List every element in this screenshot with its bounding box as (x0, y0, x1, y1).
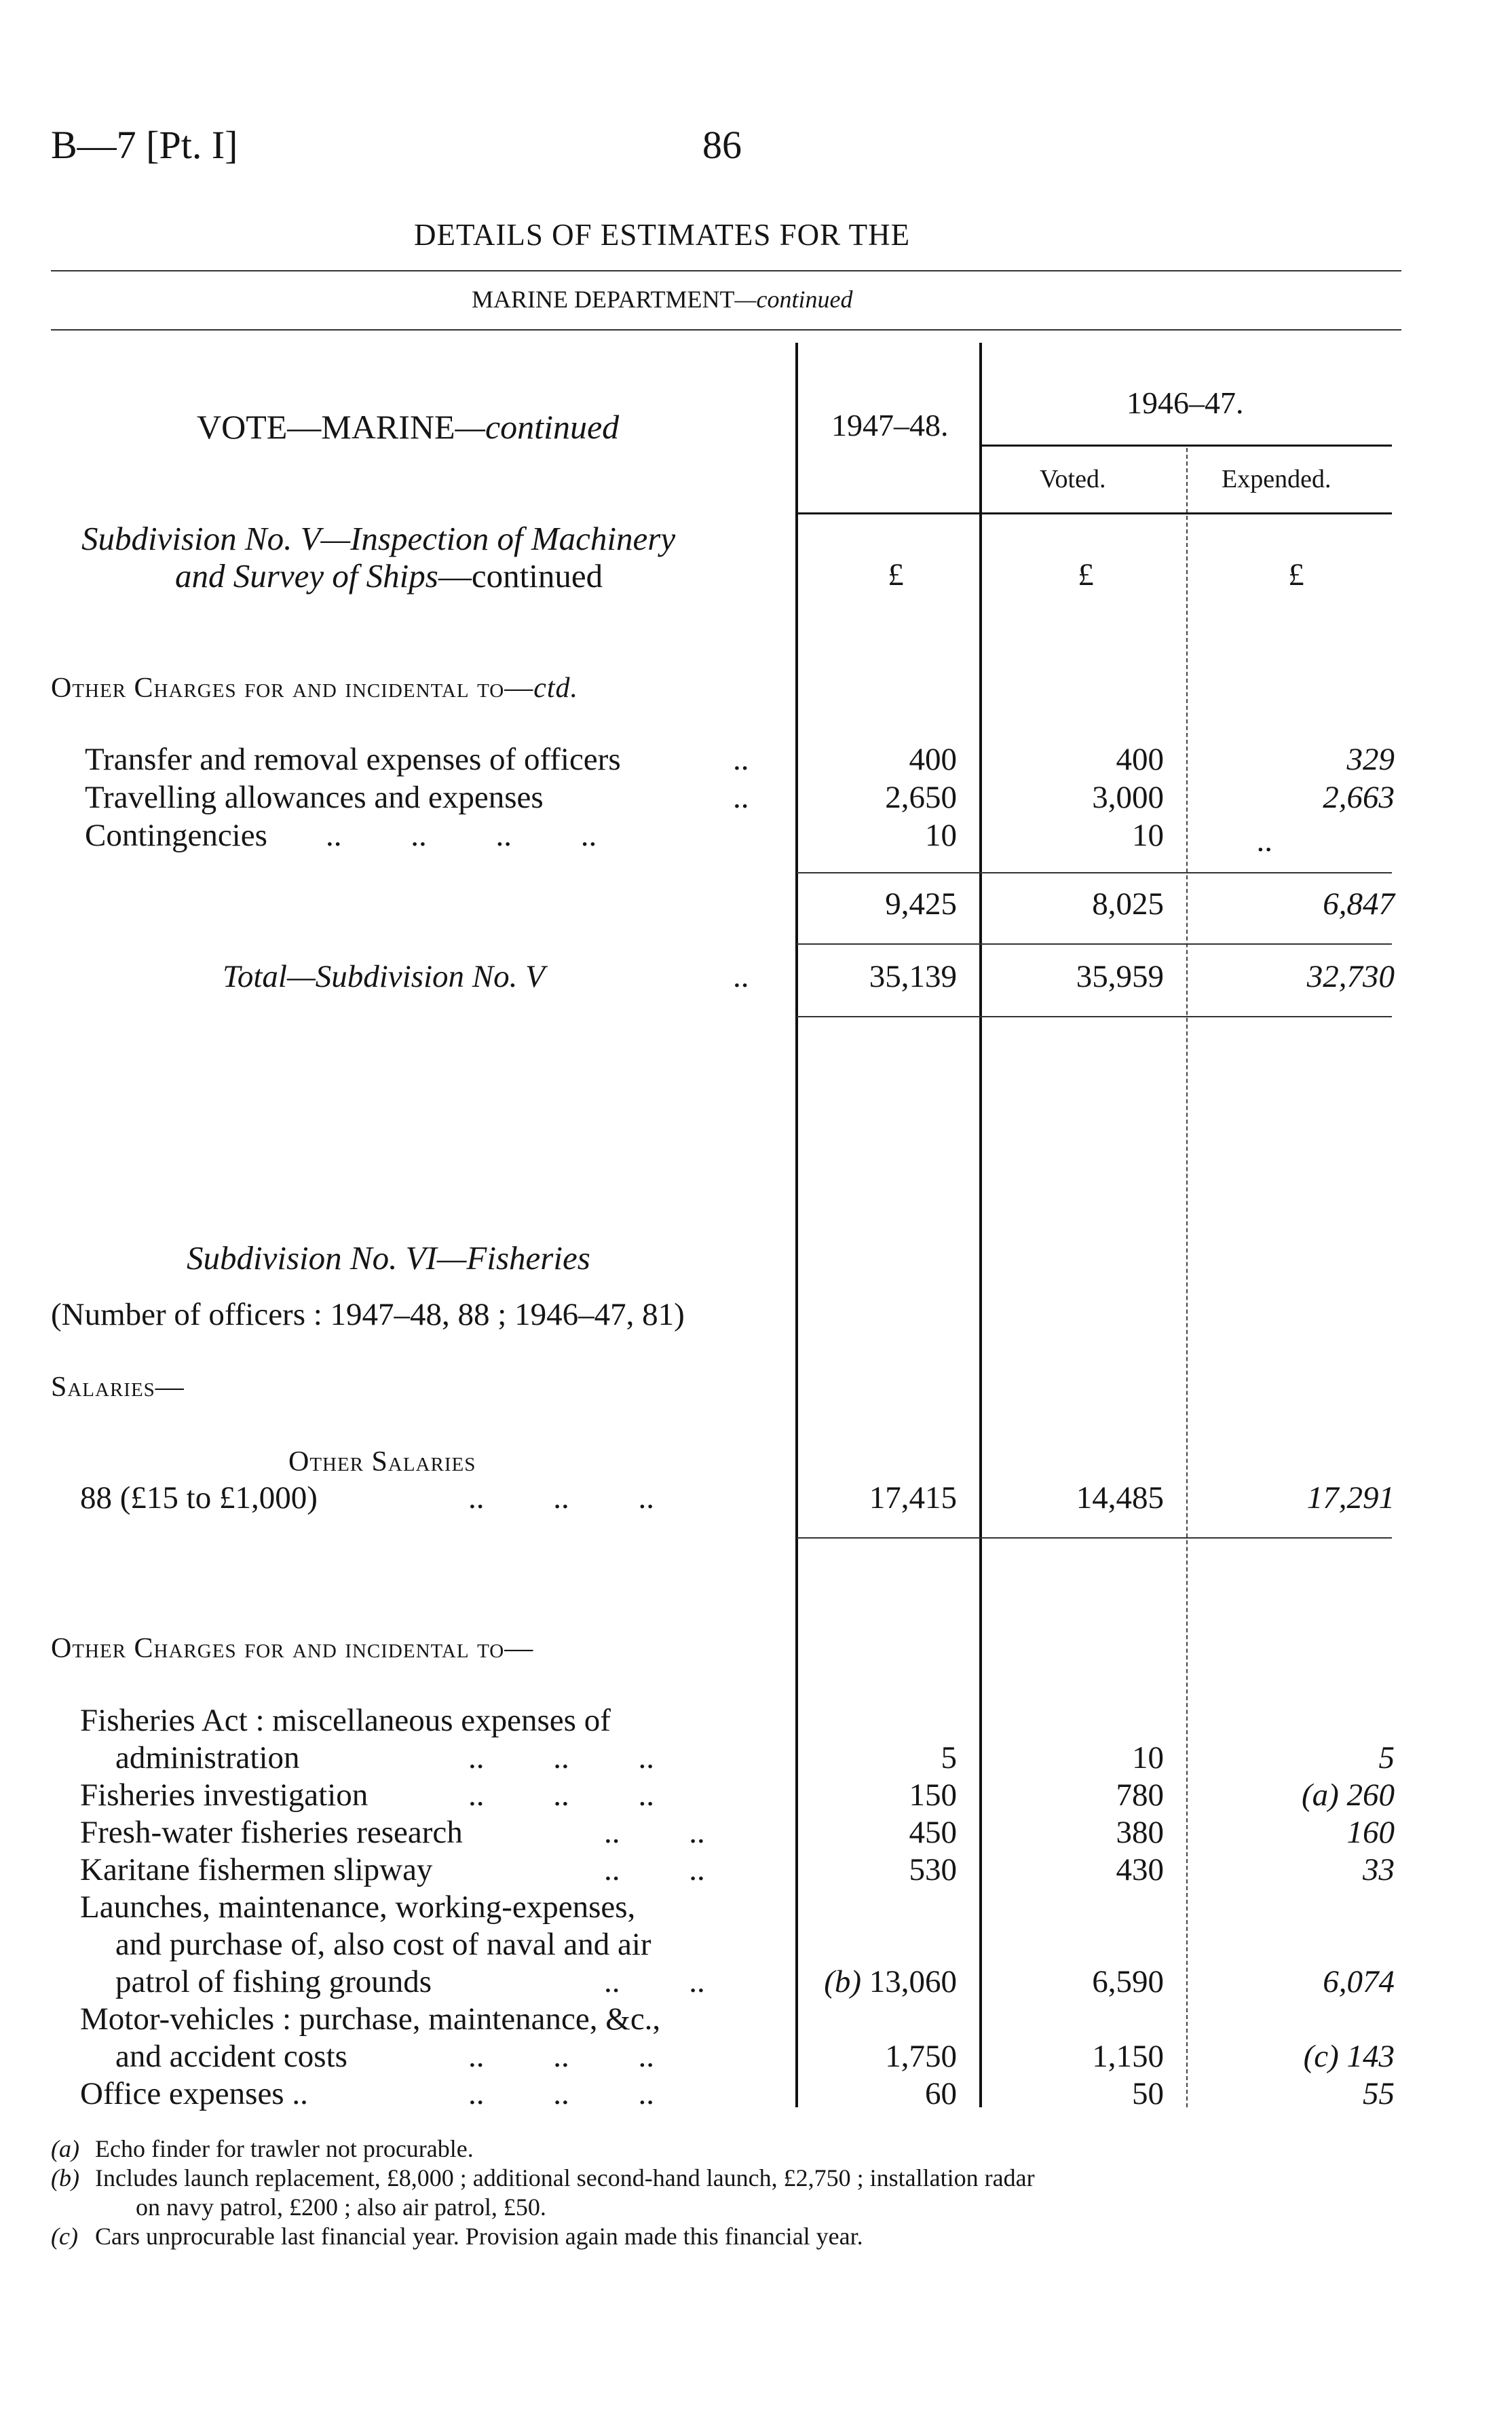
row-value-1947: 530 (909, 1852, 957, 1887)
row-value-1947: 150 (909, 1777, 957, 1813)
row-label: Fisheries Act : miscellaneous expenses of (80, 1703, 611, 1738)
sub6-charges-heading: Other Charges for and incidental to— (51, 1633, 534, 1664)
row-leader: .. .. .. .. (326, 818, 597, 853)
row-label-cont: and purchase of, also cost of naval and air (115, 1927, 651, 1962)
sub6-officers: (Number of officers : 1947–48, 88 ; 1946–47, 81) (51, 1297, 685, 1332)
footnote-text: Includes launch replacement, £8,000 ; additional second-hand launch, £2,750 ; installation radar (95, 2164, 1035, 2191)
row-value-expended: 33 (1363, 1852, 1395, 1887)
row-value-expended: .. (1256, 823, 1272, 859)
column-divider-voted (1186, 448, 1188, 2107)
total-bottom-rule (797, 1016, 1392, 1017)
row-leader: .. .. (604, 1964, 705, 1999)
row-leader: .. .. (604, 1815, 705, 1850)
page-title: DETAILS OF ESTIMATES FOR THE (414, 218, 911, 252)
row-value-voted: 780 (1116, 1777, 1164, 1813)
currency-voted: £ (1078, 557, 1094, 592)
col-header-expended: Expended. (1222, 465, 1331, 493)
other-salaries-heading: Other Salaries (288, 1446, 476, 1477)
row-value-voted: 400 (1116, 742, 1164, 777)
total-expended: 32,730 (1306, 959, 1395, 994)
footnote-mark: (c) (51, 2223, 78, 2250)
vote-heading: VOTE—MARINE—continued (197, 408, 620, 446)
row-value-1947: 450 (909, 1815, 957, 1850)
col-header-1947: 1947–48. (831, 408, 949, 443)
footnote-mark: (a) (51, 2135, 79, 2162)
currency-expended: £ (1288, 557, 1304, 592)
row-value-expended: 2,663 (1323, 780, 1395, 815)
row-leader: .. .. .. (468, 1740, 654, 1775)
footnote-text: Echo finder for trawler not procurable. (95, 2135, 474, 2162)
row-value-1947: 17,415 (869, 1480, 957, 1515)
row-label: Karitane fishermen slipway (80, 1852, 433, 1887)
column-divider-main (979, 343, 982, 2107)
row-value-expended: 55 (1363, 2076, 1395, 2111)
subtotal-voted: 8,025 (1092, 886, 1164, 922)
row-value-1947: 10 (925, 818, 957, 853)
row-label: Contingencies (85, 818, 267, 853)
row-value-voted: 14,485 (1076, 1480, 1164, 1515)
row-value-expended: (a) 260 (1301, 1777, 1395, 1813)
row-label-cont: patrol of fishing grounds (115, 1964, 432, 1999)
row-value-voted: 1,150 (1092, 2039, 1164, 2074)
year-header-rule (981, 445, 1392, 447)
row-label: Office expenses .. (80, 2076, 308, 2111)
row-value-1947: 5 (941, 1740, 957, 1775)
column-divider-left (795, 343, 798, 2107)
row-value-voted: 10 (1132, 1740, 1164, 1775)
row-value-voted: 3,000 (1092, 780, 1164, 815)
footnote-mark: (b) (51, 2164, 79, 2191)
row-value-1947: 2,650 (885, 780, 957, 815)
row-value-1947: 1,750 (885, 2039, 957, 2074)
title-rule (51, 270, 1401, 271)
row-leader: .. .. .. (468, 2076, 654, 2111)
row-value-expended: (c) 143 (1303, 2039, 1395, 2074)
column-header-rule (797, 512, 1392, 514)
row-leader: .. (733, 742, 749, 777)
department-rule (51, 329, 1401, 331)
salaries-heading: Salaries— (51, 1372, 185, 1403)
total-label: Total—Subdivision No. V (223, 959, 545, 994)
footnote-text: Cars unprocurable last financial year. Provision again made this financial year. (95, 2223, 863, 2250)
sub5-charges-heading: Other Charges for and incidental to—ctd. (51, 673, 579, 704)
page-number: 86 (702, 123, 742, 167)
row-value-expended: 160 (1346, 1815, 1395, 1850)
row-value-voted: 6,590 (1092, 1964, 1164, 1999)
sub6-title: Subdivision No. VI—Fisheries (187, 1239, 590, 1277)
row-value-expended: 329 (1346, 742, 1395, 777)
row-value-expended: 6,074 (1323, 1964, 1395, 1999)
row-leader: .. (733, 780, 749, 815)
row-value-1947: 400 (909, 742, 957, 777)
row-value-voted: 50 (1132, 2076, 1164, 2111)
row-value-1947: 60 (925, 2076, 957, 2111)
sub5-title-line1: Subdivision No. V—Inspection of Machinery (81, 520, 676, 557)
row-label: Travelling allowances and expenses (85, 780, 544, 815)
salary-rule (797, 1537, 1392, 1539)
total-1947: 35,139 (869, 959, 957, 994)
row-value-expended: 5 (1378, 1740, 1395, 1775)
row-label: Transfer and removal expenses of officers (85, 742, 621, 777)
row-value-voted: 10 (1132, 818, 1164, 853)
row-label-cont: administration (115, 1740, 300, 1775)
total-voted: 35,959 (1076, 959, 1164, 994)
row-leader: .. .. (604, 1852, 705, 1887)
col-header-voted: Voted. (1040, 465, 1106, 493)
subtotal-expended: 6,847 (1323, 886, 1395, 922)
total-leader: .. (733, 959, 749, 994)
row-label: Fisheries investigation (80, 1777, 368, 1813)
row-label: Fresh-water fisheries research (80, 1815, 463, 1850)
col-header-1946: 1946–47. (1127, 385, 1244, 420)
currency-1947: £ (888, 557, 904, 592)
row-leader: .. .. .. (468, 1480, 654, 1515)
department-heading: MARINE DEPARTMENT—continued (472, 286, 853, 313)
row-label: Motor-vehicles : purchase, maintenance, &c., (80, 2001, 661, 2037)
total-rule (797, 943, 1392, 945)
row-leader: .. .. .. (468, 1777, 654, 1813)
sub5-title-line2: and Survey of Ships—continued (175, 557, 603, 595)
row-label: 88 (£15 to £1,000) (80, 1480, 318, 1515)
row-value-voted: 380 (1116, 1815, 1164, 1850)
row-value-voted: 430 (1116, 1852, 1164, 1887)
subtotal-1947: 9,425 (885, 886, 957, 922)
row-label: Launches, maintenance, working-expenses, (80, 1889, 636, 1925)
row-label-cont: and accident costs (115, 2039, 347, 2074)
footnote-text-cont: on navy patrol, £200 ; also air patrol, £50. (136, 2194, 546, 2221)
page-ref: B—7 [Pt. I] (51, 123, 238, 167)
row-leader: .. .. .. (468, 2039, 654, 2074)
subtotal-rule (797, 872, 1392, 873)
row-value-1947: (b) 13,060 (824, 1964, 957, 1999)
row-value-expended: 17,291 (1306, 1480, 1395, 1515)
